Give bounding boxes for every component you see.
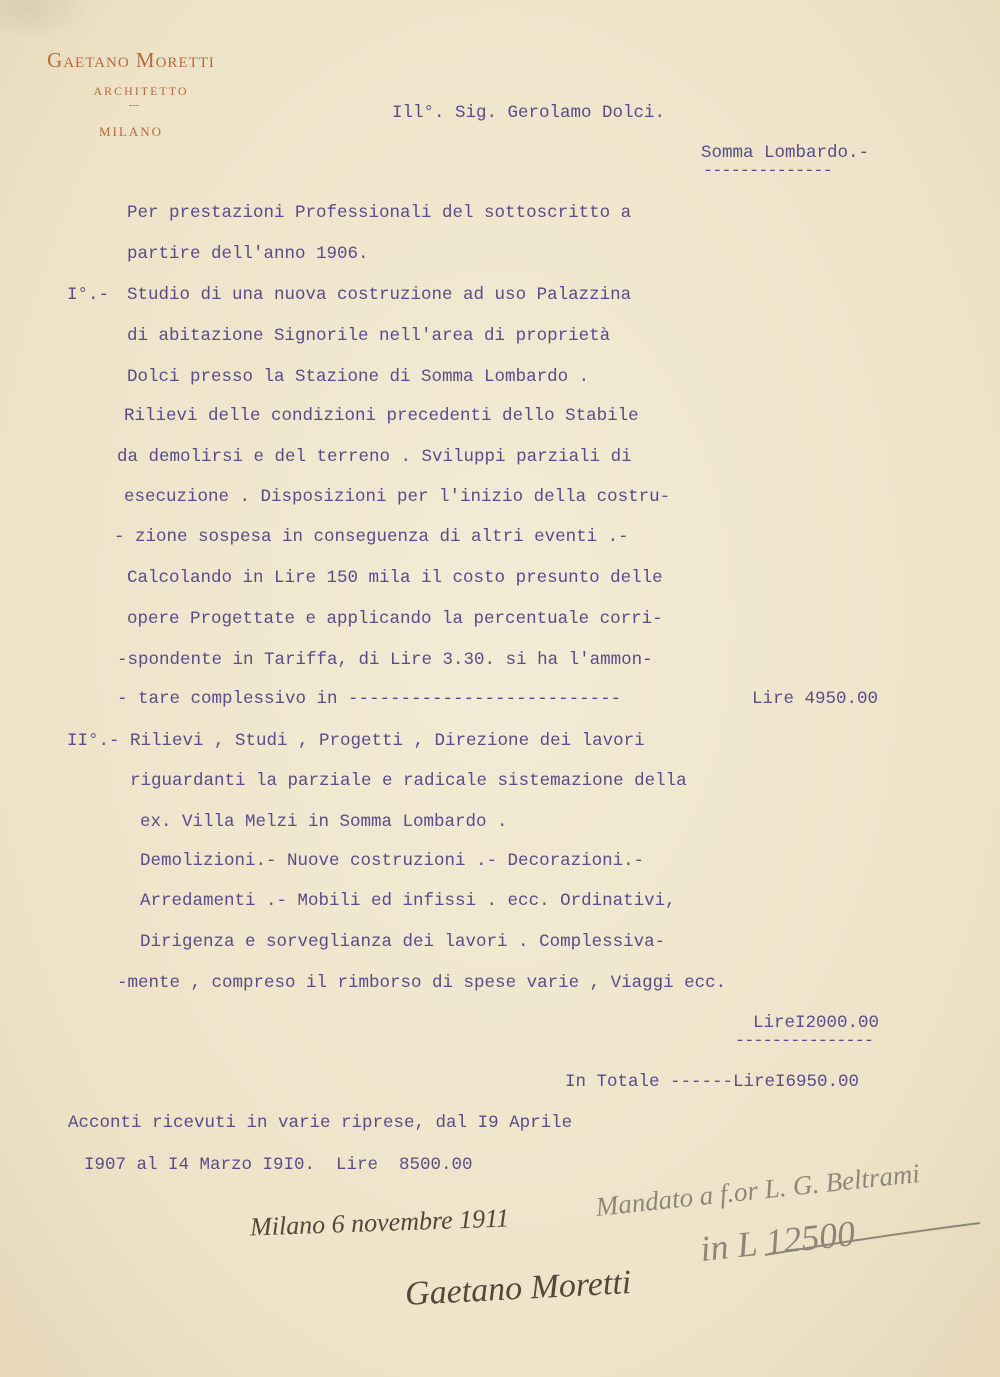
handwritten-note-underline (760, 1215, 990, 1265)
item1-line: da demolirsi e del terreno . Sviluppi parziali di (117, 447, 632, 467)
item2-amount: LireI2000.00 (753, 1013, 880, 1033)
item1-marker: I°.- (67, 285, 110, 305)
handwritten-signature: Gaetano Moretti (404, 1264, 633, 1313)
recipient-place-underline: -------------- (703, 162, 832, 181)
acconti-line-1: Acconti ricevuti in varie riprese, dal I9 Aprile (68, 1113, 573, 1133)
paper-stain (0, 0, 90, 40)
item1-line: di abitazione Signorile nell'area di proprietà (127, 326, 611, 346)
item2-marker: II°.- (67, 731, 120, 751)
item2-line: ex. Villa Melzi in Somma Lombardo . (140, 812, 508, 832)
item2-line: Rilievi , Studi , Progetti , Direzione dei lavori (130, 731, 645, 751)
item1-amount: Lire 4950.00 (752, 689, 879, 709)
item2-line: riguardanti la parziale e radicale sistemazione della (130, 771, 687, 791)
handwritten-note-line-1: Mandato a f.or L. G. Beltrami (594, 1158, 922, 1222)
item2-line: Demolizioni.- Nuove costruzioni .- Decorazioni.- (140, 851, 645, 871)
item2-line: -mente , compreso il rimborso di spese varie , Viaggi ecc. (117, 973, 727, 993)
handwritten-note-line-2: in L 12500 (698, 1212, 858, 1270)
item1-line: esecuzione . Disposizioni per l'inizio della costru- (124, 487, 671, 507)
item2-line: Dirigenza e sorveglianza dei lavori . Complessiva- (140, 932, 666, 952)
item1-line: - zione sospesa in conseguenza di altri eventi .- (114, 527, 629, 547)
item1-line: -spondente in Tariffa, di Lire 3.30. si ha l'ammon- (117, 650, 653, 670)
item1-line: opere Progettate e applicando la percentuale corri- (127, 609, 663, 629)
acconti-line-2: I907 al I4 Marzo I9I0. Lire 8500.00 (84, 1155, 473, 1175)
recipient-name: Ill°. Sig. Gerolamo Dolci. (392, 103, 666, 123)
letterhead-city: MILANO (99, 124, 163, 139)
letterhead-name: Gaetano Moretti (47, 48, 215, 72)
item1-line: Calcolando in Lire 150 mila il costo presunto delle (127, 568, 663, 588)
item2-underline: --------------- (735, 1032, 874, 1051)
intro-line-2: partire dell'anno 1906. (127, 244, 369, 264)
total-line: In Totale ------LireI6950.00 (565, 1072, 860, 1092)
letterhead-separator: --- (129, 100, 139, 111)
item1-line: Studio di una nuova costruzione ad uso Palazzina (127, 285, 632, 305)
recipient-place: Somma Lombardo.- (701, 143, 870, 163)
item1-line: - tare complessivo in -------------------------- (117, 689, 622, 709)
item2-line: Arredamenti .- Mobili ed infissi . ecc. Ordinativi, (140, 891, 676, 911)
letterhead-title: ARCHITETTO (93, 84, 189, 98)
item1-line: Rilievi delle condizioni precedenti dello Stabile (124, 406, 639, 426)
intro-line-1: Per prestazioni Professionali del sottoscritto a (127, 203, 632, 223)
item1-line: Dolci presso la Stazione di Somma Lombardo . (127, 367, 590, 387)
handwritten-date: Milano 6 novembre 1911 (249, 1203, 510, 1242)
